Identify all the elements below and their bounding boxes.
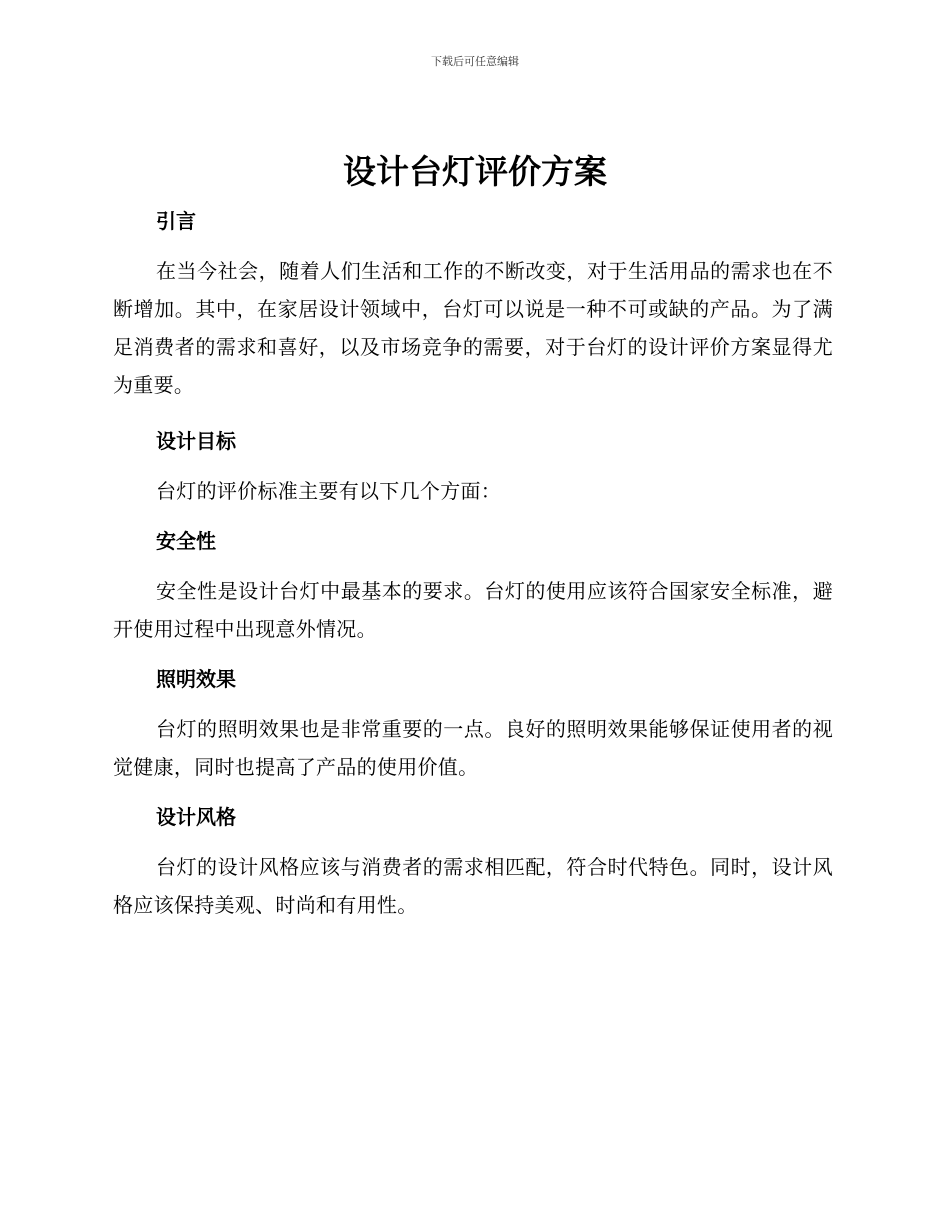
- section-heading-intro: 引言: [156, 209, 196, 233]
- paragraph-safety: 安全性是设计台灯中最基本的要求。台灯的使用应该符合国家安全标准，避开使用过程中出现意外情况。: [113, 579, 833, 641]
- header-note: 下载后可任意编辑: [431, 55, 519, 68]
- section-heading-lighting: 照明效果: [156, 667, 236, 691]
- section-heading-goal: 设计目标: [156, 429, 236, 453]
- document-body: [113, 200, 833, 924]
- section-heading-safety: 安全性: [156, 529, 216, 553]
- paragraph-intro: 在当今社会，随着人们生活和工作的不断改变，对于生活用品的需求也在不断增加。其中，在家居设计领域中，台灯可以说是一种不可或缺的产品。为了满足消费者的需求和喜好，以及市场竞争的需要，对于台灯的设计评价方案显得尤为重要。: [113, 259, 833, 397]
- paragraph-style: 台灯的设计风格应该与消费者的需求相匹配，符合时代特色。同时，设计风格应该保持美观、时尚和有用性。: [113, 855, 833, 917]
- paragraph-lighting: 台灯的照明效果也是非常重要的一点。良好的照明效果能够保证使用者的视觉健康，同时也提高了产品的使用价值。: [113, 717, 833, 779]
- document-title: 设计台灯评价方案: [343, 152, 607, 191]
- section-heading-style: 设计风格: [156, 805, 236, 829]
- paragraph-goal: 台灯的评价标准主要有以下几个方面：: [156, 479, 502, 503]
